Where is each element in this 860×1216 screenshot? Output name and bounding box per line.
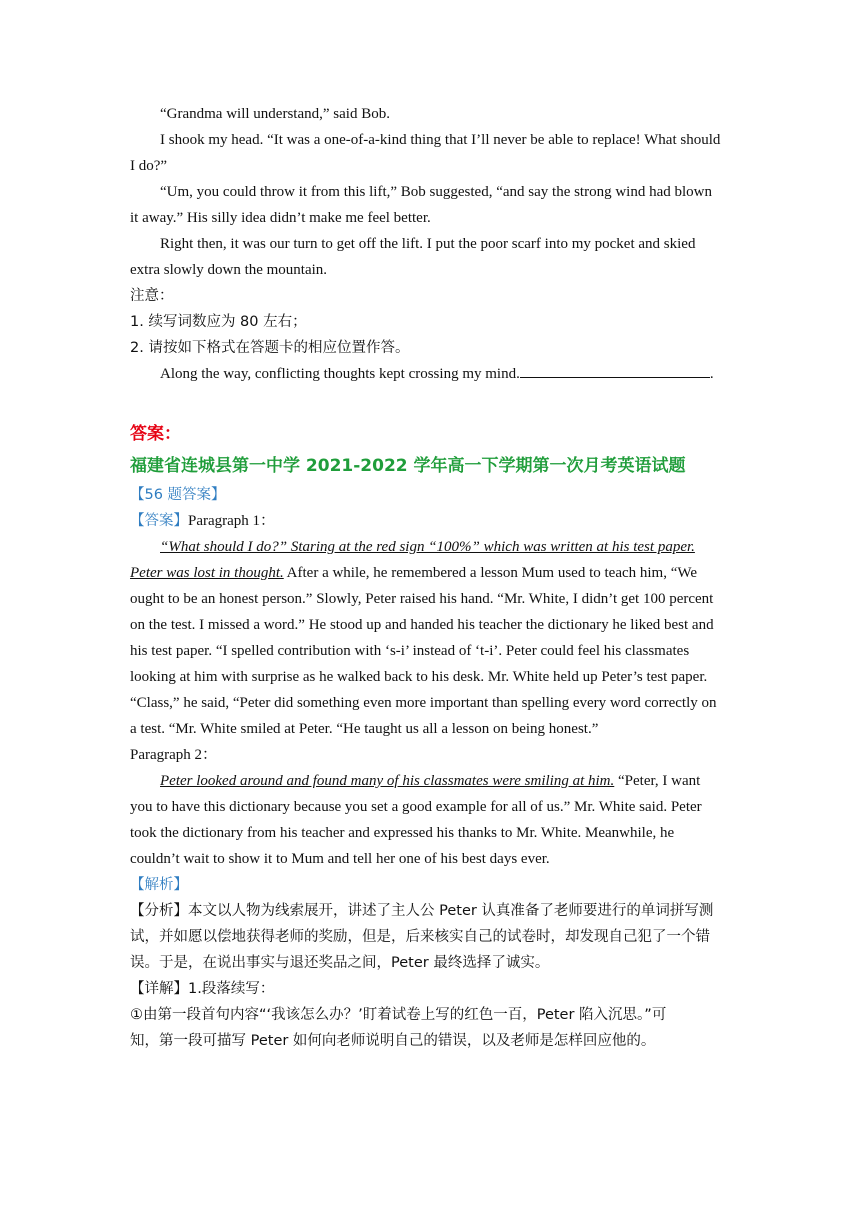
story-line: “Grandma will understand,” said Bob. bbox=[160, 106, 390, 122]
prompt-text: Along the way, conflicting thoughts kept crossing my mind. bbox=[160, 366, 520, 382]
answer-blank bbox=[520, 363, 710, 378]
para-line: “Class,” he said, “Peter did something even more important than spelling every word correctly on bbox=[130, 695, 717, 711]
para-line: took the dictionary from his teacher and expressed his thanks to Mr. White. Meanwhile, he bbox=[130, 825, 675, 841]
para-line bbox=[130, 768, 730, 794]
analysis-line bbox=[130, 898, 730, 924]
story-line: “Um, you could throw it from this lift,” Bob suggested, “and say the strong wind had blown bbox=[160, 184, 713, 200]
notes-section bbox=[130, 283, 730, 387]
detail-text: 1.段落续写： bbox=[188, 981, 275, 997]
story-line: extra slowly down the mountain. bbox=[130, 262, 328, 278]
prompt-end: . bbox=[709, 366, 714, 382]
underlined-text: Peter looked around and found many of his classmates were smiling at him. bbox=[160, 773, 615, 789]
question-tag: 【56 题答案】 bbox=[130, 487, 226, 503]
analysis-line: 误。于是，在说出事实与退还奖品之间，Peter 最终选择了诚实。 bbox=[130, 955, 550, 971]
analysis-tag: 【解析】 bbox=[130, 877, 188, 893]
paragraph-label: Paragraph 1： bbox=[188, 513, 276, 529]
para-line: on the test. I missed a word.” He stood up and handed his teacher the dictionary he liked best and bbox=[130, 617, 714, 633]
detail-line: 知，第一段可描写 Peter 如何向老师说明自己的错误，以及老师是怎样回应他的。 bbox=[130, 1033, 656, 1049]
detail-line: ①由第一段首句内容“‘我该怎么办？’盯着试卷上写的红色一百，Peter 陷入沉思。”可 bbox=[130, 1007, 667, 1023]
underlined-text: Peter was lost in thought. bbox=[130, 565, 284, 581]
analysis-line: 试，并如愿以偿地获得老师的奖励，但是，后来核实自己的试卷时，却发现自己犯了一个错 bbox=[130, 929, 710, 945]
answer-paragraph-2 bbox=[130, 768, 730, 872]
para-line: a test. “Mr. White smiled at Peter. “He taught us all a lesson on being honest.” bbox=[130, 721, 599, 737]
answer-tag: 【答案】 bbox=[130, 513, 188, 529]
story-line: I shook my head. “It was a one-of-a-kind thing that I’ll never be able to replace! What should bbox=[160, 132, 721, 148]
analysis-section bbox=[130, 898, 730, 1054]
source-title: 福建省连城县第一中学 2021-2022 学年高一下学期第一次月考英语试题 bbox=[130, 456, 686, 476]
answer-paragraph-1-label bbox=[130, 508, 730, 534]
story-line: I do?” bbox=[130, 158, 168, 174]
para-line: his test paper. “I spelled contribution with ‘s-i’ instead of ‘t-i’. Peter could feel his classmates bbox=[130, 643, 690, 659]
xiangjie-tag: 【详解】 bbox=[130, 981, 188, 997]
underlined-text: “What should I do?” Staring at the red sign “100%” which was written at his test paper. bbox=[160, 539, 695, 555]
para-line bbox=[130, 560, 730, 586]
para-text: After a while, he remembered a lesson Mum used to teach him, “We bbox=[283, 565, 697, 581]
para-line: you to have this dictionary because you set a good example for all of us.” Mr. White said. Peter bbox=[130, 799, 702, 815]
story-excerpt bbox=[130, 101, 730, 283]
answer-paragraph-1 bbox=[130, 534, 730, 742]
para-text: “Peter, I want bbox=[614, 773, 701, 789]
story-line: Right then, it was our turn to get off the lift. I put the poor scarf into my pocket and skied bbox=[160, 236, 696, 252]
answer-heading: 答案： bbox=[130, 424, 181, 444]
writing-prompt bbox=[130, 361, 730, 387]
para-line: looking at him with surprise as he walked back to his desk. Mr. White held up Peter’s test paper. bbox=[130, 669, 708, 685]
notes-label: 注意： bbox=[130, 288, 174, 304]
story-line: it away.” His silly idea didn’t make me feel better. bbox=[130, 210, 431, 226]
fenxi-tag: 【分析】 bbox=[130, 903, 188, 919]
para-line bbox=[130, 534, 730, 560]
para-line: ought to be an honest person.” Slowly, Peter raised his hand. “Mr. White, I didn’t get 100 percent bbox=[130, 591, 714, 607]
note-item: 1. 续写词数应为 80 左右； bbox=[130, 314, 307, 330]
para-line: couldn’t wait to show it to Mum and tell her one of his best days ever. bbox=[130, 851, 550, 867]
paragraph-label: Paragraph 2： bbox=[130, 747, 218, 763]
analysis-text: 本文以人物为线索展开，讲述了主人公 Peter 认真准备了老师要进行的单词拼写测 bbox=[188, 903, 714, 919]
note-item: 2. 请按如下格式在答题卡的相应位置作答。 bbox=[130, 340, 410, 356]
detail-line bbox=[130, 976, 730, 1002]
